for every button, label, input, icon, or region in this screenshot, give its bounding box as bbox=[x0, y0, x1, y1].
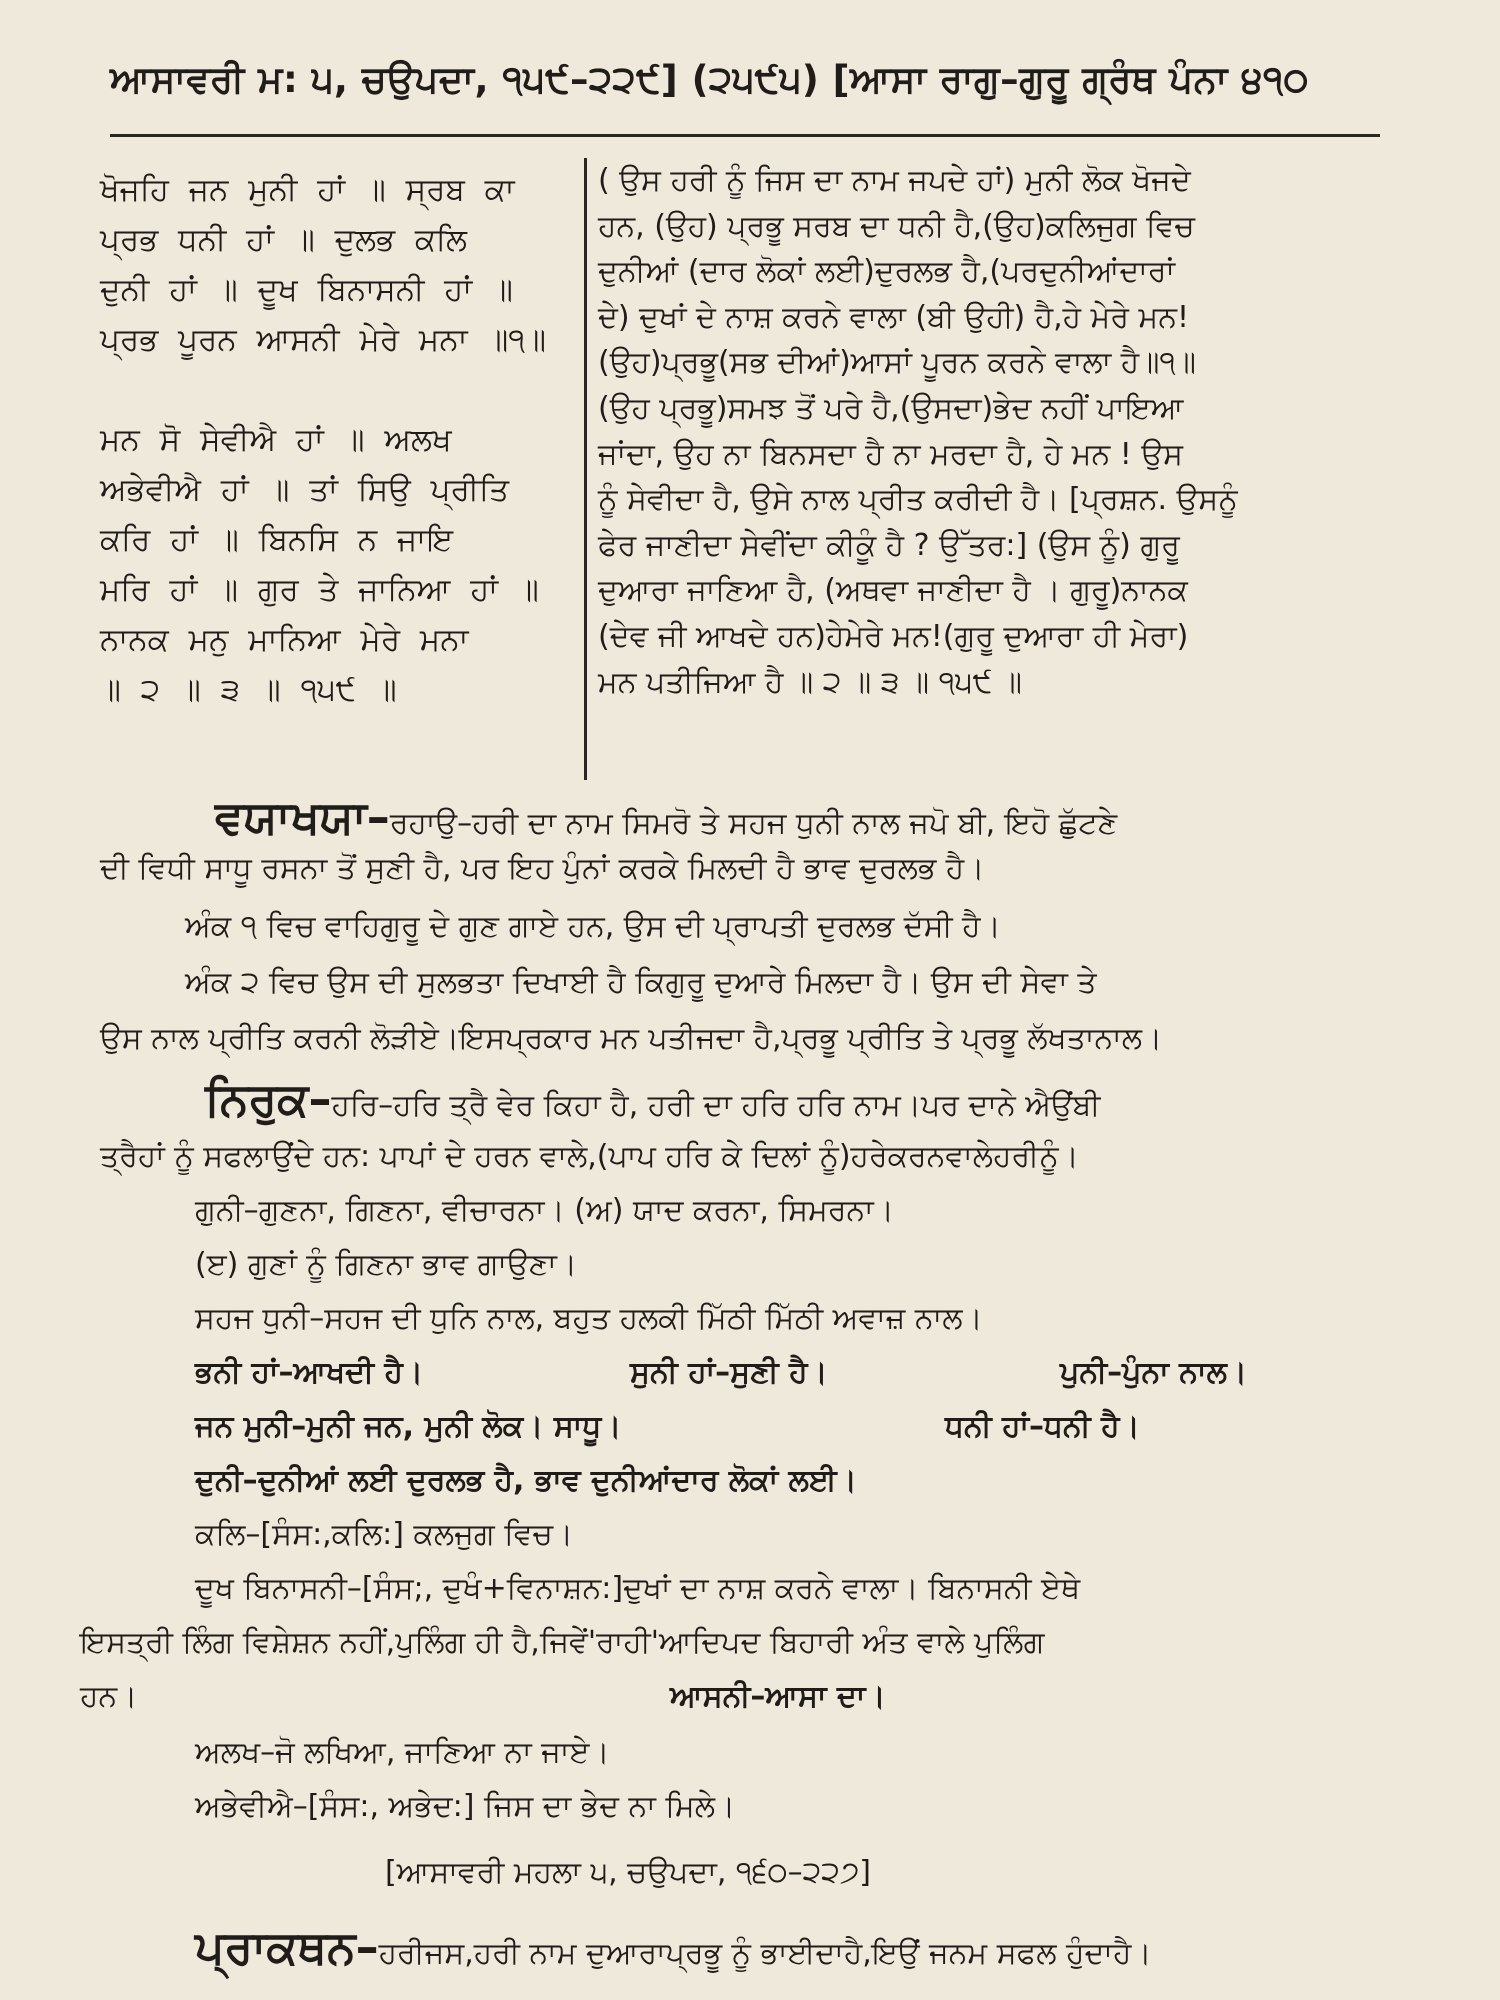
prakathan-line bbox=[195, 1920, 1152, 1976]
nirukt-heading: ਨਿਰੁਕ– bbox=[205, 1072, 332, 1126]
next-shabad-reference: [ਆਸਾਵਰੀ ਮਹਲਾ ੫, ਚਉਪਦਾ, ੧੬੦–੨੨੭] bbox=[385, 1855, 872, 1890]
translation-line: ਦੇ) ਦੁਖਾਂ ਦੇ ਨਾਸ਼ ਕਰਨੇ ਵਾਲਾ (ਬੀ ਉਹੀ) ਹੈ,ਹੇ ਮੇਰੇ ਮਨ! bbox=[598, 299, 1190, 335]
translation-line: ਜਾਂਦਾ, ਉਹ ਨਾ ਬਿਨਸਦਾ ਹੈ ਨਾ ਮਰਦਾ ਹੈ, ਹੇ ਮਨ ! ਉਸ bbox=[598, 436, 1184, 472]
translation-line: (ਦੇਵ ਜੀ ਆਖਦੇ ਹਨ)ਹੇਮੇਰੇ ਮਨ!(ਗੁਰੂ ਦੁਆਰਾ ਹੀ ਮੇਰਾ) bbox=[598, 618, 1189, 654]
nirukt-line: ਦੂਖ ਬਿਨਾਸਨੀ–[ਸੰਸ;, ਦੁਖੰ+ਵਿਨਾਸ਼ਨ:]ਦੁਖਾਂ ਦਾ ਨਾਸ਼ ਕਰਨੇ ਵਾਲਾ। ਬਿਨਾਸਨੀ ਏਥੇ bbox=[195, 1571, 1081, 1606]
vyakhya-heading: ਵਯਾਖਯਾ– bbox=[215, 790, 390, 844]
page-header: ਆਸਾਵਰੀ ਮ: ੫, ਚਉਪਦਾ, ੧੫੯–੨੨੯] (੨੫੯੫) [ਆਸਾ ਰਾਗੁ–ਗੁਰੂ ਗ੍ਰੰਥ ਪੰਨਾ ੪੧੦ bbox=[110, 58, 1310, 101]
verse-line: ਮਨ ਸੋ ਸੇਵੀਐ ਹਾਂ ॥ ਅਲਖ bbox=[100, 422, 452, 458]
nirukt-entry: ਭਨੀ ਹਾਂ–ਆਖਦੀ ਹੈ। bbox=[195, 1355, 424, 1390]
translation-line: (ਉਹ)ਪ੍ਰਭੂ(ਸਭ ਦੀਆਂ)ਆਸਾਂ ਪੂਰਨ ਕਰਨੇ ਵਾਲਾ ਹੈ॥੧॥ bbox=[598, 345, 1196, 381]
translation-line: ਫੇਰ ਜਾਣੀਦਾ ਸੇਵੀਂਦਾ ਕੀਕੂੰ ਹੈ ? ਉੱਤਰ:] (ਉਸ ਨੂੰ) ਗੁਰੂ bbox=[598, 527, 1180, 563]
verse-line: ਮਰਿ ਹਾਂ ॥ ਗੁਰ ਤੇ ਜਾਨਿਆ ਹਾਂ ॥ bbox=[100, 572, 539, 608]
nirukt-line: ਦੁਨੀ–ਦੁਨੀਆਂ ਲਈ ਦੁਰਲਭ ਹੈ, ਭਾਵ ਦੁਨੀਆਂਦਾਰ ਲੋਕਾਂ ਲਈ। bbox=[195, 1463, 857, 1498]
prakathan-heading: ਪ੍ਰਾਕਥਨ– bbox=[195, 1920, 379, 1974]
verse-line: ਪ੍ਰਭ ਪੂਰਨ ਆਸਨੀ ਮੇਰੇ ਮਨਾ ॥੧॥ bbox=[100, 322, 547, 358]
verse-line: ਪ੍ਰਭ ਧਨੀ ਹਾਂ ॥ ਦੁਲਭ ਕਲਿ bbox=[100, 222, 467, 258]
vyakhya-line: ਦੀ ਵਿਧੀ ਸਾਧੂ ਰਸਨਾ ਤੋਂ ਸੁਣੀ ਹੈ, ਪਰ ਇਹ ਪੁੰਨਾਂ ਕਰਕੇ ਮਿਲਦੀ ਹੈ ਭਾਵ ਦੁਰਲਭ ਹੈ। bbox=[100, 851, 985, 886]
verse-line: ॥ ੨ ॥ ੩ ॥ ੧੫੯ ॥ bbox=[100, 672, 397, 708]
verse-gap bbox=[100, 365, 570, 415]
translation-column bbox=[598, 158, 1388, 705]
translation-line: ਹਨ, (ਉਹ) ਪ੍ਰਭੂ ਸਰਬ ਦਾ ਧਨੀ ਹੈ,(ਉਹ)ਕਲਿਜੁਗ ਵਿਚ bbox=[598, 208, 1195, 244]
nirukt-line: ਹਨ। bbox=[80, 1679, 138, 1714]
verse-line: ਨਾਨਕ ਮਨੁ ਮਾਨਿਆ ਮੇਰੇ ਮਨਾ bbox=[100, 622, 469, 658]
verse-column bbox=[100, 165, 570, 715]
vyakhya-line: ਅੰਕ ੧ ਵਿਚ ਵਾਹਿਗੁਰੂ ਦੇ ਗੁਣ ਗਾਏ ਹਨ, ਉਸ ਦੀ ਪ੍ਰਾਪਤੀ ਦੁਰਲਭ ਦੱਸੀ ਹੈ। bbox=[185, 909, 1001, 944]
nirukt-line: ਇਸਤ੍ਰੀ ਲਿੰਗ ਵਿਸ਼ੇਸ਼ਨ ਨਹੀਂ,ਪੁਲਿੰਗ ਹੀ ਹੈ,ਜਿਵੇਂ'ਰਾਹੀ'ਆਦਿਪਦ ਬਿਹਾਰੀ ਅੰਤ ਵਾਲੇ ਪੁਲਿੰਗ bbox=[80, 1625, 1045, 1660]
nirukt-line: ਅਭੇਵੀਐ–[ਸੰਸ:, ਅਭੇਦ:] ਜਿਸ ਦਾ ਭੇਦ ਨਾ ਮਿਲੇ। bbox=[195, 1789, 736, 1824]
column-divider bbox=[584, 158, 587, 780]
nirukt-line: ਗੁਨੀ–ਗੁਣਨਾ, ਗਿਣਨਾ, ਵੀਚਾਰਨਾ। (ਅ) ਯਾਦ ਕਰਨਾ, ਸਿਮਰਨਾ। bbox=[195, 1193, 894, 1228]
header-rule bbox=[110, 134, 1380, 137]
nirukt-text: ਹਰਿ–ਹਰਿ ਤ੍ਰੈ ਵੇਰ ਕਿਹਾ ਹੈ, ਹਰੀ ਦਾ ਹਰਿ ਹਰਿ ਨਾਮ।ਪਰ ਦਾਨੇ ਐਉਂਬੀ bbox=[331, 1088, 1101, 1123]
vyakhya-line: ਅੰਕ ੨ ਵਿਚ ਉਸ ਦੀ ਸੁਲਭਤਾ ਦਿਖਾਈ ਹੈ ਕਿਗੁਰੂ ਦੁਆਰੇ ਮਿਲਦਾ ਹੈ। ਉਸ ਦੀ ਸੇਵਾ ਤੇ bbox=[185, 965, 1097, 1000]
prakathan-text: ਹਰੀਜਸ,ਹਰੀ ਨਾਮ ਦੁਆਰਾਪ੍ਰਭੂ ਨੂੰ ਭਾਈਦਾਹੈ,ਇਉਂ ਜਨਮ ਸਫਲ ਹੁੰਦਾਹੈ। bbox=[378, 1936, 1152, 1971]
verse-line: ਕਰਿ ਹਾਂ ॥ ਬਿਨਸਿ ਨ ਜਾਇ bbox=[100, 522, 454, 558]
verse-line: ਦੁਨੀ ਹਾਂ ॥ ਦੂਖ ਬਿਨਾਸਨੀ ਹਾਂ ॥ bbox=[100, 272, 513, 308]
verse-line: ਅਭੇਵੀਐ ਹਾਂ ॥ ਤਾਂ ਸਿਉ ਪ੍ਰੀਤਿ bbox=[100, 472, 509, 508]
translation-line: ਮਨ ਪਤੀਜਿਆ ਹੈ ॥ ੨ ॥ ੩ ॥ ੧੫੯ ॥ bbox=[598, 664, 1023, 700]
translation-line: ਨੂੰ ਸੇਵੀਦਾ ਹੈ, ਉਸੇ ਨਾਲ ਪ੍ਰੀਤ ਕਰੀਦੀ ਹੈ। [ਪ੍ਰਸ਼ਨ. ਉਸਨੂੰ bbox=[598, 482, 1238, 518]
translation-line: ਦੁਆਰਾ ਜਾਣਿਆ ਹੈ, (ਅਥਵਾ ਜਾਣੀਦਾ ਹੈ । ਗੁਰੂ)ਨਾਨਕ bbox=[598, 573, 1188, 609]
vyakhya-line bbox=[215, 790, 1118, 846]
nirukt-line: ਤ੍ਰੈਹਾਂ ਨੂੰ ਸਫਲਾਉਂਦੇ ਹਨ: ਪਾਪਾਂ ਦੇ ਹਰਨ ਵਾਲੇ,(ਪਾਪ ਹਰਿ ਕੇ ਦਿਲਾਂ ਨੂੰ)ਹਰੇਕਰਨਵਾਲੇਹਰੀਨੂੰ। bbox=[100, 1139, 1079, 1174]
translation-line: ਦੁਨੀਆਂ (ਦਾਰ ਲੋਕਾਂ ਲਈ)ਦੁਰਲਭ ਹੈ,(ਪਰਦੁਨੀਆਂਦਾਰਾਂ bbox=[598, 254, 1175, 290]
vyakhya-text: ਰਹਾਉ–ਹਰੀ ਦਾ ਨਾਮ ਸਿਮਰੋ ਤੇ ਸਹਜ ਧੁਨੀ ਨਾਲ ਜਪੋ ਬੀ, ਇਹੋ ਛੁੱਟਣੇ bbox=[389, 806, 1118, 841]
verse-line: ਖੋਜਹਿ ਜਨ ਮੁਨੀ ਹਾਂ ॥ ਸ੍ਰਬ ਕਾ bbox=[100, 172, 515, 208]
nirukt-entry: ਪੁਨੀ–ਪੁੰਨਾ ਨਾਲ। bbox=[1060, 1355, 1248, 1390]
nirukt-line: ਅਲਖ–ਜੋ ਲਖਿਆ, ਜਾਣਿਆ ਨਾ ਜਾਏ। bbox=[195, 1735, 610, 1770]
translation-line: ( ਉਸ ਹਰੀ ਨੂੰ ਜਿਸ ਦਾ ਨਾਮ ਜਪਦੇ ਹਾਂ) ਮੁਨੀ ਲੋਕ ਖੋਜਦੇ bbox=[598, 163, 1191, 198]
nirukt-line: (ੲ) ਗੁਣਾਂ ਨੂੰ ਗਿਣਨਾ ਭਾਵ ਗਾਉਣਾ। bbox=[195, 1247, 578, 1282]
nirukt-entry: ਆਸਨੀ–ਆਸਾ ਦਾ। bbox=[670, 1679, 886, 1714]
nirukt-entry: ਧਨੀ ਹਾਂ–ਧਨੀ ਹੈ। bbox=[945, 1409, 1140, 1444]
nirukt-entry: ਜਨ ਮੁਨੀ–ਮੁਨੀ ਜਨ, ਮੁਨੀ ਲੋਕ। ਸਾਧੂ। bbox=[195, 1409, 622, 1444]
translation-line: (ਉਹ ਪ੍ਰਭੂ)ਸਮਝ ਤੋਂ ਪਰੇ ਹੈ,(ਉਸਦਾ)ਭੇਦ ਨਹੀਂ ਪਾਇਆ bbox=[598, 390, 1184, 426]
nirukt-line: ਕਲਿ–[ਸੰਸ:,ਕਲਿ:] ਕਲਜੁਗ ਵਿਚ। bbox=[195, 1517, 574, 1552]
nirukt-line: ਸਹਜ ਧੁਨੀ–ਸਹਜ ਦੀ ਧੁਨਿ ਨਾਲ, ਬਹੁਤ ਹਲਕੀ ਮਿੱਠੀ ਮਿੱਠੀ ਅਵਾਜ਼ ਨਾਲ। bbox=[195, 1301, 983, 1336]
vyakhya-line: ਉਸ ਨਾਲ ਪ੍ਰੀਤਿ ਕਰਨੀ ਲੋੜੀਏ।ਇਸਪ੍ਰਕਾਰ ਮਨ ਪਤੀਜਦਾ ਹੈ,ਪ੍ਰਭੂ ਪ੍ਰੀਤਿ ਤੇ ਪ੍ਰਭੂ ਲੱਖਤਾਨਾਲ। bbox=[100, 1021, 1163, 1056]
nirukt-line bbox=[205, 1072, 1101, 1128]
nirukt-entry: ਸੁਨੀ ਹਾਂ–ਸੁਣੀ ਹੈ। bbox=[630, 1355, 828, 1390]
